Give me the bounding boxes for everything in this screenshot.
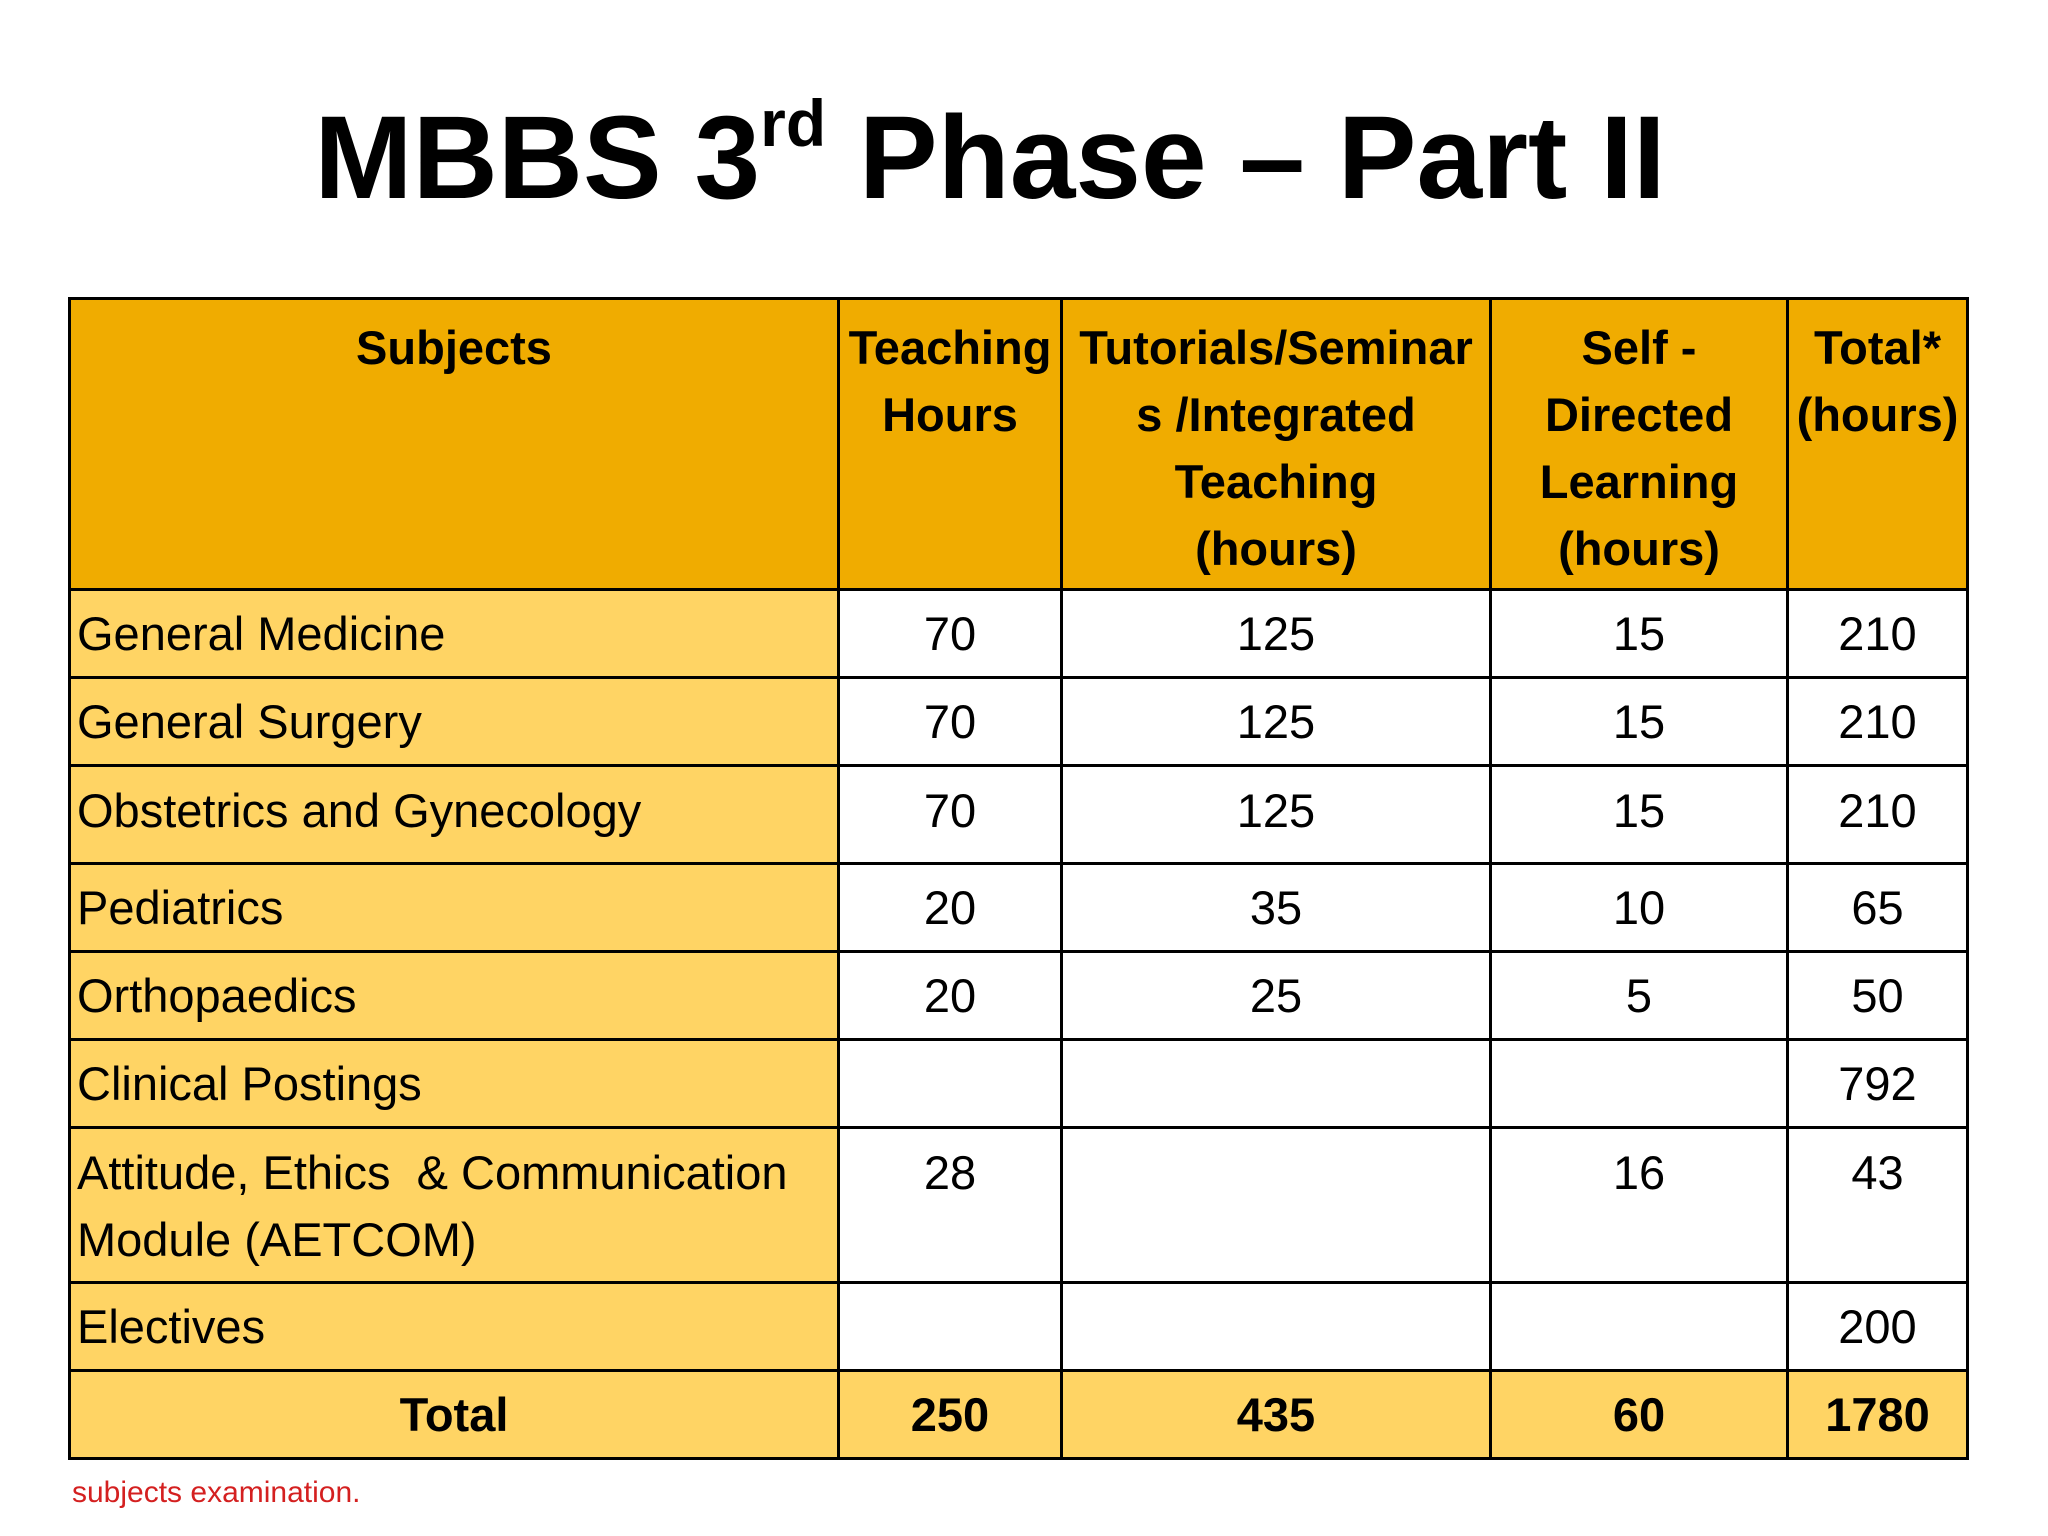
total-cell: 210 <box>1788 678 1968 766</box>
self-directed-cell: 16 <box>1491 1128 1788 1283</box>
header-total: Total* (hours) <box>1788 299 1968 590</box>
title-superscript: rd <box>760 86 827 160</box>
header-row <box>70 299 1968 590</box>
title-main: MBBS 3 <box>314 92 761 224</box>
teaching-cell: 70 <box>839 766 1062 864</box>
total-cell: 50 <box>1788 952 1968 1040</box>
tutorials-cell: 125 <box>1062 766 1491 864</box>
table-row <box>70 590 1968 678</box>
subject-cell: Orthopaedics <box>70 952 839 1040</box>
tutorials-cell <box>1062 1040 1491 1128</box>
hours-table <box>68 297 1969 1460</box>
tutorials-cell: 125 <box>1062 678 1491 766</box>
footnote: subjects examination. <box>72 1476 361 1509</box>
teaching-cell: 20 <box>839 864 1062 952</box>
tutorials-cell: 25 <box>1062 952 1491 1040</box>
self-directed-cell: 15 <box>1491 678 1788 766</box>
total-cell: 210 <box>1788 590 1968 678</box>
table-row <box>70 952 1968 1040</box>
self-directed-cell: 15 <box>1491 766 1788 864</box>
subject-cell: Electives <box>70 1283 839 1371</box>
self-directed-cell: 15 <box>1491 590 1788 678</box>
header-teaching-hours: Teaching Hours <box>839 299 1062 590</box>
subject-cell: Pediatrics <box>70 864 839 952</box>
teaching-cell: 20 <box>839 952 1062 1040</box>
self-directed-cell: 10 <box>1491 864 1788 952</box>
teaching-cell: 70 <box>839 590 1062 678</box>
total-row <box>70 1371 1968 1459</box>
header-tutorials: Tutorials/Seminar s /Integrated Teaching (hours) <box>1062 299 1491 590</box>
slide-title <box>0 88 1980 245</box>
header-self-directed: Self - Directed Learning (hours) <box>1491 299 1788 590</box>
subject-cell <box>70 1128 839 1283</box>
table-row <box>70 1040 1968 1128</box>
grand-total-cell: 1780 <box>1788 1371 1968 1459</box>
total-tutorials-cell: 435 <box>1062 1371 1491 1459</box>
teaching-cell <box>839 1040 1062 1128</box>
subject-cell: General Surgery <box>70 678 839 766</box>
tutorials-cell: 35 <box>1062 864 1491 952</box>
subject-line: Module (AETCOM) <box>77 1213 477 1266</box>
tutorials-cell <box>1062 1128 1491 1283</box>
subject-cell: General Medicine <box>70 590 839 678</box>
tutorials-cell <box>1062 1283 1491 1371</box>
table-row <box>70 1283 1968 1371</box>
tutorials-cell: 125 <box>1062 590 1491 678</box>
header-subjects: Subjects <box>70 299 839 590</box>
teaching-cell: 70 <box>839 678 1062 766</box>
subject-cell: Obstetrics and Gynecology <box>70 766 839 864</box>
total-cell: 210 <box>1788 766 1968 864</box>
self-directed-cell <box>1491 1040 1788 1128</box>
total-cell: 792 <box>1788 1040 1968 1128</box>
table-row <box>70 1128 1968 1283</box>
subject-line: Attitude, Ethics & Communication <box>77 1146 788 1199</box>
table-row <box>70 864 1968 952</box>
total-cell: 43 <box>1788 1128 1968 1283</box>
self-directed-cell: 5 <box>1491 952 1788 1040</box>
table-row <box>70 678 1968 766</box>
total-self-directed-cell: 60 <box>1491 1371 1788 1459</box>
total-teaching-cell: 250 <box>839 1371 1062 1459</box>
total-cell: 65 <box>1788 864 1968 952</box>
subject-cell: Clinical Postings <box>70 1040 839 1128</box>
total-cell: 200 <box>1788 1283 1968 1371</box>
title-rest: Phase – Part II <box>826 92 1666 224</box>
teaching-cell <box>839 1283 1062 1371</box>
self-directed-cell <box>1491 1283 1788 1371</box>
table-row <box>70 766 1968 864</box>
teaching-cell: 28 <box>839 1128 1062 1283</box>
total-label-cell: Total <box>70 1371 839 1459</box>
